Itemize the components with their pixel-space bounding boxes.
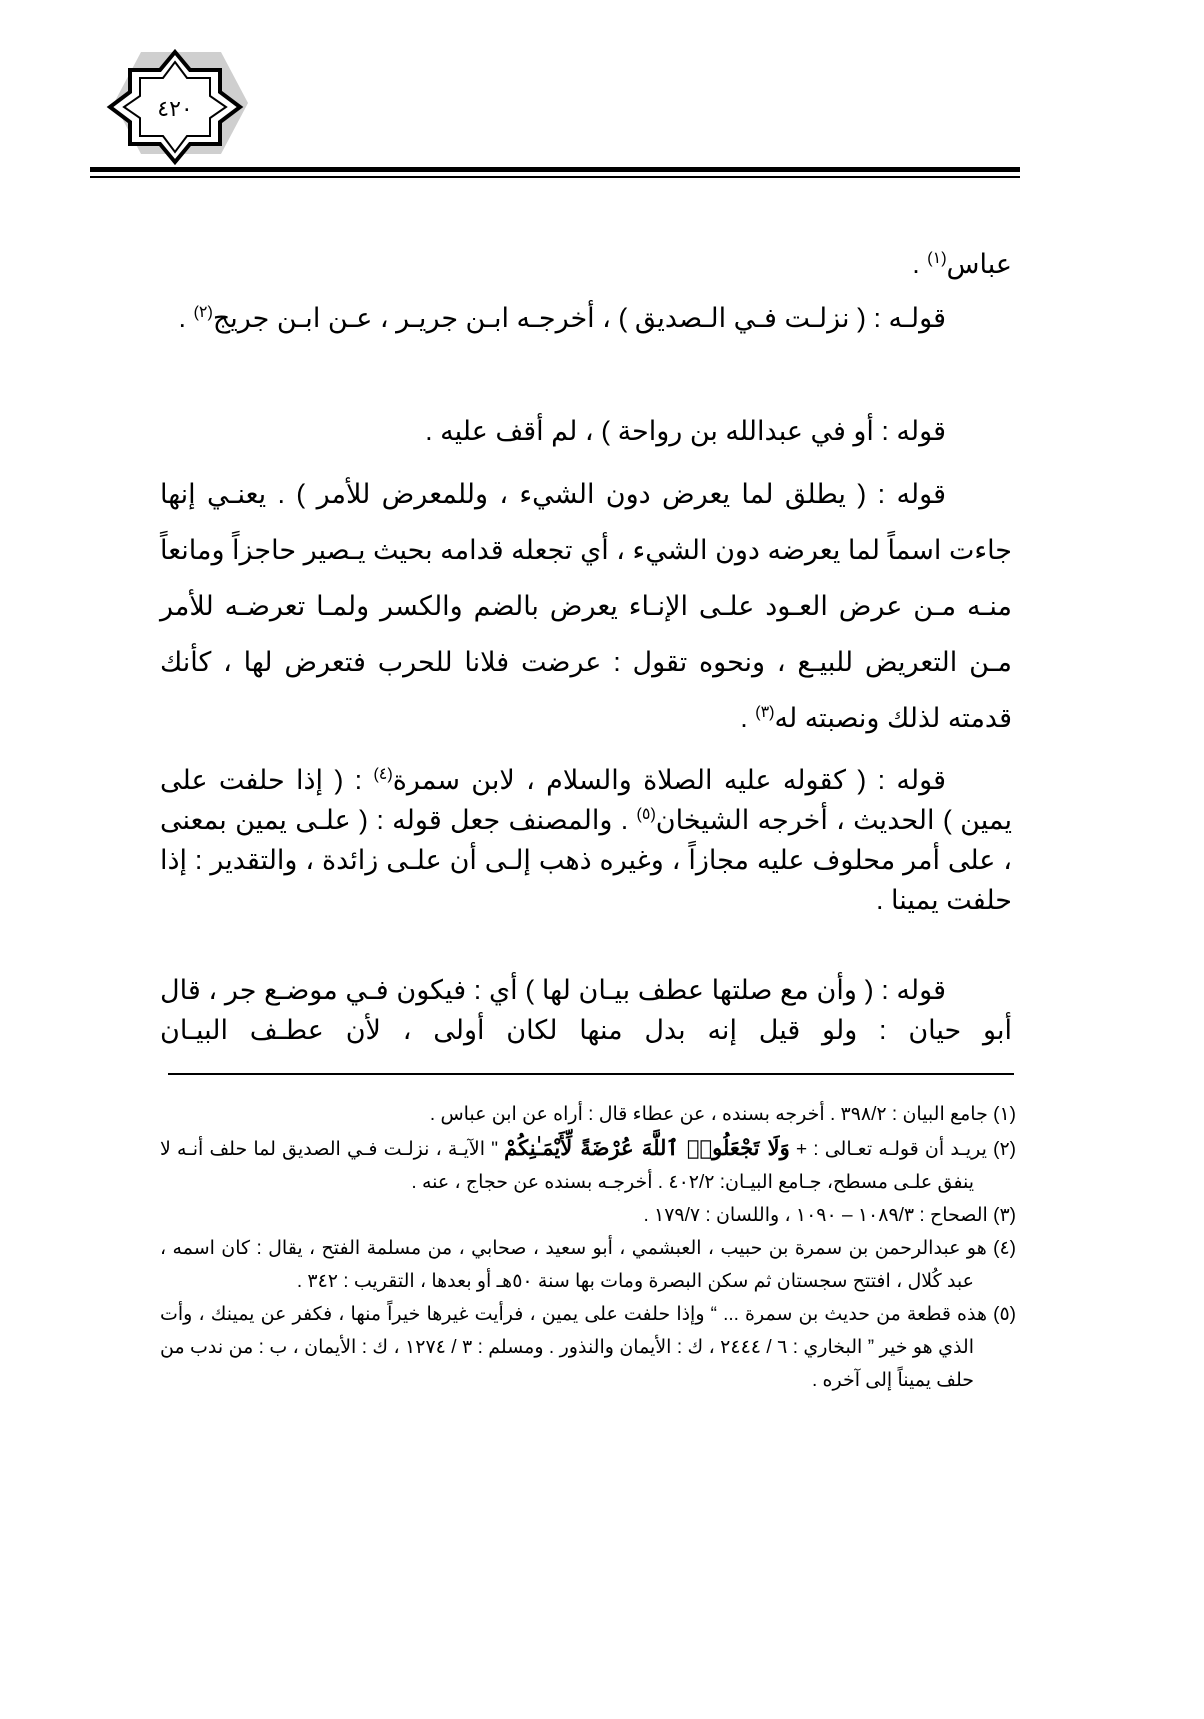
- body-paragraph-5: قوله : ( كقوله عليه الصلاة والسلام ، لابن سمرة$^{(٤)}$ : ( إذا حلفت على يمين ) الحديث ، أخرجه الشيخان$^{(٥)}$ . والمصنف جعل قوله : ( علـى يمين بمعنى ، على أمر محلوف عليه مجازاً ، وغيره ذهب إلـى أن علـى زائدة ، والتقدير : إذا حلفت يمينا .: [160, 765, 1012, 915]
- footnote-5: (٥) هذه قطعة من حديث بن سمرة ... “ وإذا حلفت على يمين ، فرأيت غيرها خيراً منها ، فكفر عن يمينك ، وأت الذي هو خير ” البخاري : ٦ / ٢٤٤٤ ، ك : الأيمان والنذور . ومسلم : ٣ / ١٢٧٤ ، ك : الأيمان ، ب : من ندب من حلف يميناً إلى آخره .: [160, 1304, 1016, 1391]
- footnote-ref-2: (٢): [193, 304, 213, 321]
- footnote-1: (١) جامع البيان : ٣٩٨/٢ . أخرجه بسنده ، عن عطاء قال : أراه عن ابن عباس .: [429, 1104, 1016, 1125]
- footnote-3: (٣) الصحاح : ١٠٨٩/٣ – ١٠٩٠ ، واللسان : ١٧٩/٧ .: [643, 1205, 1016, 1226]
- footnote-ref-3: (٣): [755, 704, 775, 721]
- body-paragraph-6: قوله : ( وأن مع صلتها عطف بيـان لها ) أي : فيكون فـي موضـع جر ، قال أبو حيان : ولو قيل إنه بدل منها لكان أولى ، لأن عطـف البيـان: [160, 975, 1012, 1045]
- footnote-ref-4: (٤): [373, 766, 393, 783]
- body-paragraph-3: قوله : أو في عبدالله بن رواحة ) ، لم أقف عليه .: [425, 416, 946, 446]
- footnote-4: (٤) هو عبدالرحمن بن سمرة بن حبيب ، العبشمي ، أبو سعيد ، صحابي ، من مسلمة الفتح ، يقال : كان اسمه ، عبد كُلال ، افتتح سجستان ثم سكن البصرة ومات بها سنة ٥٠هـ أو بعدها ، التقريب : ٣٤٢ .: [160, 1238, 1016, 1292]
- footnote-ref-1: (١): [927, 250, 947, 267]
- body-paragraph-2: قولـه : ( نزلـت فـي الـصديق ) ، أخرجـه ابـن جريـر ، عـن ابـن جريج$^{(٢)}$ .: [178, 303, 946, 333]
- footnote-separator: [168, 1073, 1014, 1075]
- footnote-ref-5: (٥): [636, 806, 656, 823]
- page-number: ٤٢٠: [157, 97, 193, 122]
- header-rule: [90, 167, 1020, 172]
- page-number-badge: [100, 48, 250, 166]
- body-paragraph-1: عباس$^{(١)}$ .: [912, 249, 1012, 279]
- quran-verse: وَلَا تَجْعَلُوا۟ ٱللَّهَ عُرْضَةً لِّأَيْمَـٰنِكُمْ: [504, 1135, 790, 1160]
- header-rule-thin: [90, 176, 1020, 178]
- footnote-2: (٢) يريـد أن قولـه تعـالى : + وَلَا تَجْعَلُوا۟ ٱللَّهَ عُرْضَةً لِّأَيْمَـٰنِكُمْ " الآيـة ، نزلـت فـي الصديق لما حلف أنـه لا ينفق علـى مسطح، جـامع البيـان: ٤٠٢/٢ . أخرجـه بسنده عن حجاج ، عنه .: [160, 1135, 1016, 1193]
- body-paragraph-4: قوله : ( يطلق لما يعرض دون الشيء ، وللمعرض للأمر ) . يعنـي إنها جاءت اسماً لما يعرضه دون الشيء ، أي تجعله قدامه بحيث يـصير حاجزاً ومانعاً منـه مـن عرض العـود علـى الإنـاء يعرض بالضم والكسر ولمـا تعرضـه للأمر مـن التعريض للبيـع ، ونحوه تقول : عرضت فلانا للحرب فتعرض لها ، كأنك قدمته لذلك ونصبته له$^{(٣)}$ .: [160, 479, 1012, 733]
- footnotes: [160, 1098, 1016, 1397]
- star-frame-icon: [100, 48, 250, 166]
